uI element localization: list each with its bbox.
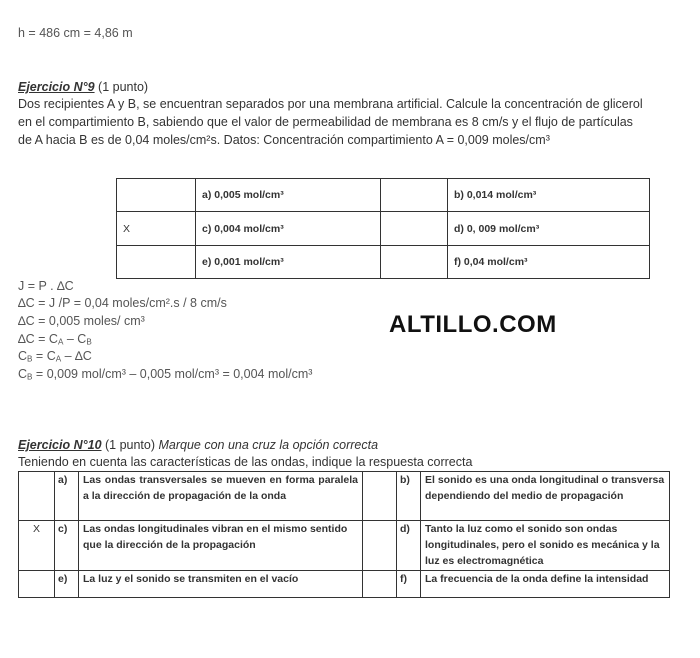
option-text-e: La luz y el sonido se transmiten en el vacío [79,571,363,598]
option-mark-c[interactable]: X [19,521,55,571]
option-letter-d: d) [397,521,421,571]
option-mark-b[interactable] [363,472,397,521]
option-text-c: Las ondas longitudinales vibran en el mismo sentido que la dirección de la propagación [79,521,363,571]
option-b: b) 0,014 mol/cm³ [448,179,650,212]
option-mark-e[interactable] [117,246,196,279]
option-text-b: El sonido es una onda longitudinal o transversa dependiendo del medio de propagación [421,472,670,521]
watermark-logo: ALTILLO.COM [389,311,557,338]
solution-step-5: $C_B = C_A - \Delta C$ [18,349,92,364]
solution-step-2: ∆C = J /P = 0,04 moles/cm².s / 8 cm/s [18,296,227,310]
option-mark-b[interactable] [381,179,448,212]
option-mark-f[interactable] [381,246,448,279]
exercise-9-options-table [116,178,650,279]
option-c: c) 0,004 mol/cm³ [196,212,381,246]
exercise-9-heading [18,79,148,96]
solution-step-3: ∆C = 0,005 moles/ cm³ [18,314,145,328]
option-mark-e[interactable] [19,571,55,598]
exercise-9-statement-2: en el compartimiento B, sabiendo que el valor de permeabilidad de membrana es 8 cm/s y el flujo de partículas [18,115,633,129]
solution-step-1: J = P . ∆C [18,279,74,293]
option-mark-c[interactable]: X [117,212,196,246]
table-row [117,212,650,246]
exercise-9-points: (1 punto) [94,80,149,94]
option-d: d) 0, 009 mol/cm³ [448,212,650,246]
option-letter-a: a) [55,472,79,521]
option-letter-b: b) [397,472,421,521]
option-letter-c: c) [55,521,79,571]
exercise-10-heading [18,437,378,454]
table-row [19,472,670,521]
solution-step-4: $\Delta C = C_A - C_B$ [18,332,92,347]
table-row [117,179,650,212]
exercise-10-options-table [18,471,670,598]
exercise-10-instruction: Marque con una cruz la opción correcta [158,438,379,452]
option-a: a) 0,005 mol/cm³ [196,179,381,212]
option-mark-d[interactable] [363,521,397,571]
h-result-line: h = 486 cm = 4,86 m [18,26,133,40]
option-mark-a[interactable] [19,472,55,521]
option-mark-d[interactable] [381,212,448,246]
option-e: e) 0,001 mol/cm³ [196,246,381,279]
option-mark-a[interactable] [117,179,196,212]
table-row [19,521,670,571]
option-text-a: Las ondas transversales se mueven en forma paralela a la dirección de propagación de la onda [79,472,363,521]
exercise-9-statement-3: de A hacia B es de 0,04 moles/cm²s. Datos: Concentración compartimiento A = 0,009 moles/cm³ [18,133,550,147]
exercise-10-points: (1 punto) [101,438,159,452]
table-row [117,246,650,279]
table-row [19,571,670,598]
option-text-d: Tanto la luz como el sonido son ondas longitudinales, pero el sonido es mecánica y la luz es electromagnética [421,521,670,571]
exercise-10-title: Ejercicio N°10 [18,438,102,452]
option-letter-f: f) [397,571,421,598]
exercise-9-title: Ejercicio N°9 [18,80,95,94]
exercise-10-question: Teniendo en cuenta las características de las ondas, indique la respuesta correcta [18,455,473,469]
solution-step-6: $C_B = 0,009$ mol/cm³ – 0,005 mol/cm³ = 0,004 mol/cm³ [18,367,313,382]
option-letter-e: e) [55,571,79,598]
option-f: f) 0,04 mol/cm³ [448,246,650,279]
exercise-9-statement-1: Dos recipientes A y B, se encuentran separados por una membrana artificial. Calcule la concentración de glicerol [18,97,643,111]
option-mark-f[interactable] [363,571,397,598]
option-text-f: La frecuencia de la onda define la intensidad [421,571,670,598]
